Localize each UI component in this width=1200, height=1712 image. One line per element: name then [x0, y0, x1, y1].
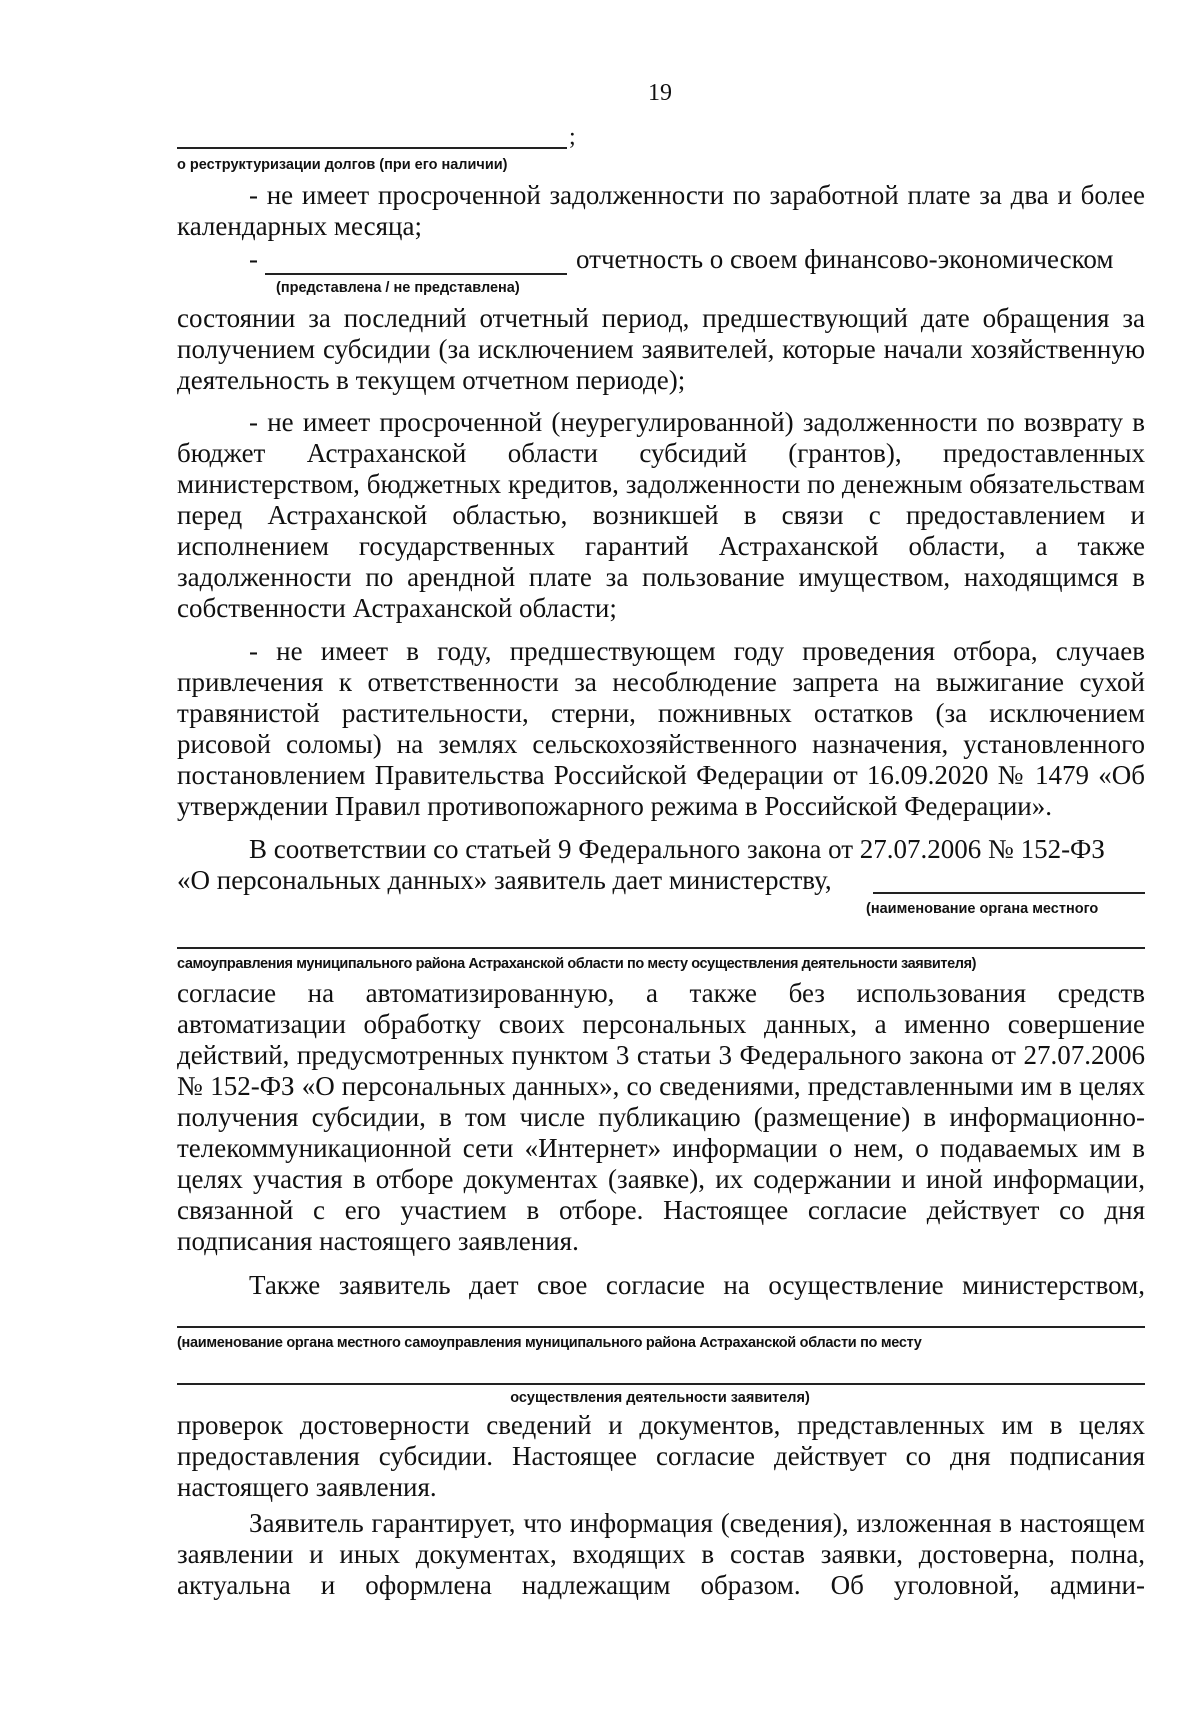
org2-blank-line-1: [177, 1326, 1145, 1328]
paragraph-personal-data-consent: согласие на автоматизированную, а также без использования средств автоматизации обработку своих персональных данных, а именно совершение действий, предусмотренных пунктом 3 статьи 3 Федерального закона от 27.07.2006 № 152-ФЗ «О персональных данных», со сведениями, представленными им в целях получения субсидии, в том числе публикацию (размещение) в информационно-телекоммуникационной сети «Интернет» информации о нем, о подаваемых им в целях участия в отборе документах (заявке), их содержании и иной информации, связанной с его участием в отборе. Настоящее согласие действует со дня подписания настоящего заявления.: [177, 978, 1145, 1256]
caption-org-part1: (наименование органа местного: [866, 901, 1099, 917]
paragraph-verification-cont: проверок достоверности сведений и документов, представленных им в целях предоставления субсидии. Настоящее согласие действует со дня подписания настоящего заявления.: [177, 1410, 1145, 1502]
paragraph-guarantee: Заявитель гарантирует, что информация (сведения), изложенная в настоящем заявлении и иных документах, входящих в состав заявки, достоверна, полна, актуальна и оформлена надлежащим образом. Об уголовной, админи-: [177, 1508, 1145, 1600]
caption-org-part2: самоуправления муниципального района Астраханской области по месту осуществления деятельности заявителя): [177, 956, 977, 972]
paragraph-fire-regime: - не имеет в году, предшествующем году проведения отбора, случаев привлечения к ответственности за несоблюдение запрета на выжигание сухой травянистой растительности, стерни, пожнивных остатков (за исключением рисовой соломы) на землях сельскохозяйственного назначения, установленного постановлением Правительства Российской Федерации от 16.09.2020 № 1479 «Об утверждении Правил противопожарного режима в Российской Федерации».: [177, 636, 1145, 821]
report-dash: -: [249, 244, 258, 274]
caption-restructuring: о реструктуризации долгов (при его наличии): [177, 157, 508, 173]
report-text: отчетность о своем финансово-экономическом: [576, 244, 1114, 274]
caption-presented: (представлена / не представлена): [276, 280, 520, 296]
caption-org2-line1: (наименование органа местного самоуправления муниципального района Астраханской области по месту: [177, 1335, 922, 1351]
paragraph-financial-report: состоянии за последний отчетный период, предшествующий дате обращения за получением субсидии (за исключением заявителей, которые начали хозяйственную деятельность в текущем отчетном периоде);: [177, 303, 1145, 395]
paragraph-salary-debt: - не имеет просроченной задолженности по заработной плате за два и более календарных месяца;: [177, 180, 1145, 241]
personal-data-line-1: В соответствии со статьей 9 Федерального закона от 27.07.2006 № 152-ФЗ: [249, 834, 1105, 864]
restructuring-blank-line: [177, 147, 567, 149]
page-number: 19: [648, 80, 672, 106]
personal-data-line-2: «О персональных данных» заявитель дает министерству,: [177, 865, 832, 895]
paragraph-verification-consent: Также заявитель дает свое согласие на осуществление министерством,: [249, 1270, 1145, 1300]
blank-semicolon: ;: [569, 124, 576, 150]
org-blank-line-2: [177, 947, 1145, 949]
caption-org2-line2: осуществления деятельности заявителя): [510, 1390, 810, 1406]
report-blank-line: [265, 273, 567, 275]
org-blank-line-1: [873, 892, 1145, 894]
org2-blank-line-2: [177, 1383, 1145, 1385]
paragraph-budget-debt: - не имеет просроченной (неурегулированной) задолженности по возврату в бюджет Астраханской области субсидий (грантов), предоставленных министерством, бюджетных кредитов, задолженности по денежным обязательствам перед Астраханской областью, возникшей в связи с предоставлением и исполнением государственных гарантий Астраханской области, а также задолженности по арендной плате за пользование имуществом, находящимся в собственности Астраханской области;: [177, 407, 1145, 623]
